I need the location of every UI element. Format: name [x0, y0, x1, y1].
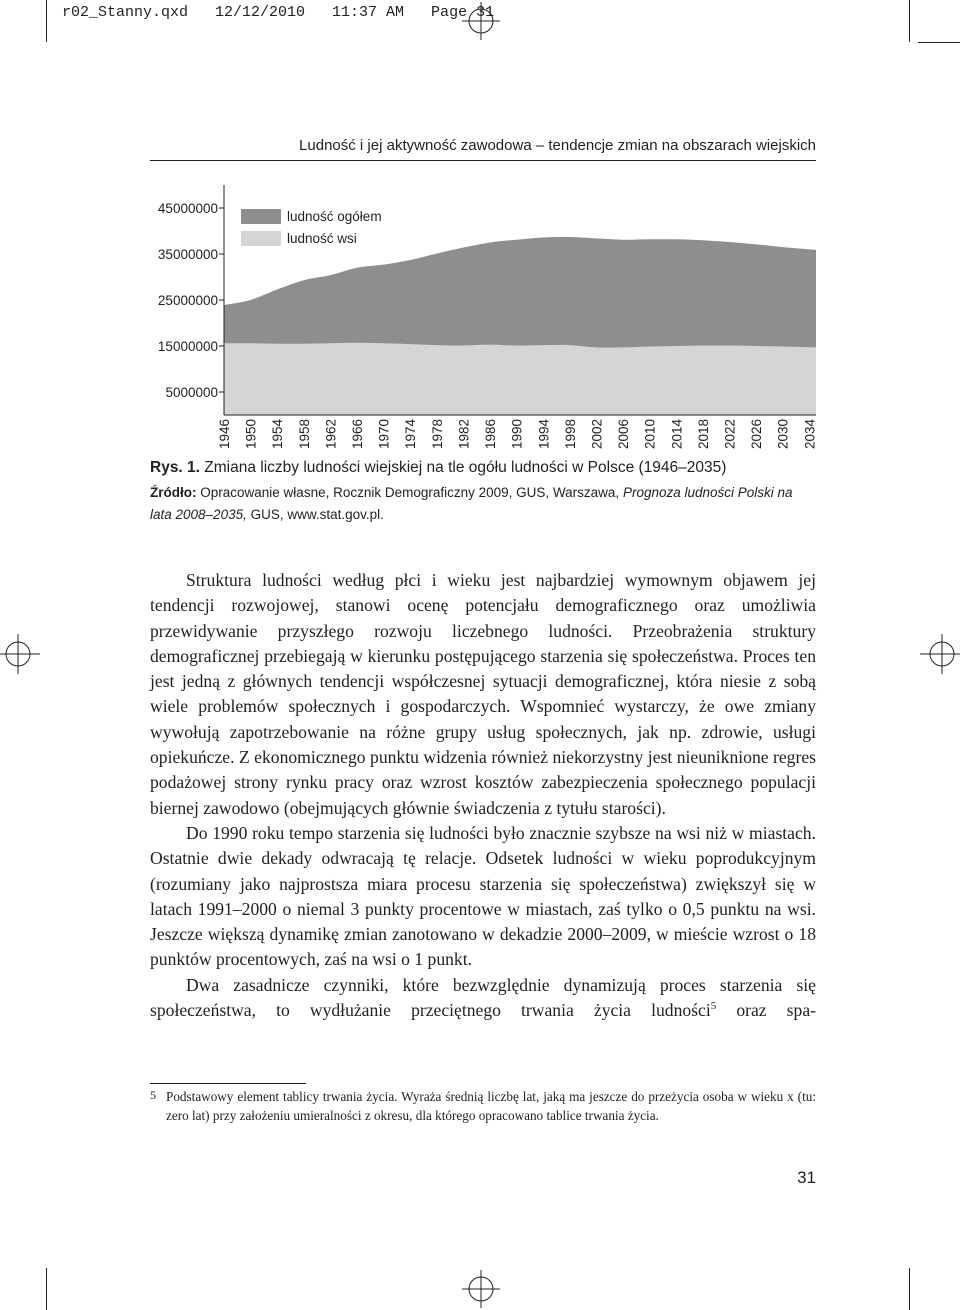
figure-caption [150, 457, 816, 479]
x-tick-label: 1990 [509, 419, 525, 450]
chart-legend [241, 209, 382, 246]
page-number: 31 [797, 1168, 816, 1187]
y-tick-label: 35000000 [157, 247, 218, 262]
x-tick-label: 1974 [403, 419, 419, 450]
source-label: Źródło: [150, 485, 197, 500]
x-axis-ticks [217, 419, 817, 450]
paragraph: Do 1990 roku tempo starzenia się ludności było znacznie szybsze na wsi niż w miastach. Ostatnie dwie dekady odwracają tę relacje. Odsetek ludności w wieku poprodukcyjnym (rozumiany jako najprostsza miara procesu starzenia się społeczeństwa) zwiększył się w latach 1991–2000 o niemal 3 punkty procentowe w miastach, zaś tylko o 0,5 punktu na wsi. Jeszcze większą dynamikę zmian zanotowano w dekadzie 2000–2009, w mieście wzrost o 18 punktów procentowych, zaś na wsi o 1 punkt. [150, 822, 816, 970]
x-tick-label: 2034 [802, 419, 818, 450]
source-italic: Prognoza ludności Polski na lata 2008–2035, [150, 485, 793, 522]
x-tick-label: 1982 [456, 419, 472, 450]
footnote-ref: 5 [710, 1000, 717, 1013]
x-tick-label: 2030 [775, 419, 791, 450]
footnote [150, 1088, 816, 1125]
x-tick-label: 1962 [323, 419, 339, 450]
paragraph-text: Dwa zasadnicze czynniki, które bezwzględnie dynamizują proces starzenia się społeczeństwa, to wydłużanie przeciętnego trwania życia ludności [150, 974, 816, 1021]
legend-swatch [241, 209, 281, 224]
x-tick-label: 1954 [270, 419, 286, 450]
footnote-mark: 5 [150, 1088, 156, 1102]
y-tick-label: 25000000 [157, 293, 218, 308]
x-tick-label: 2018 [695, 419, 711, 450]
x-tick-label: 2022 [722, 419, 738, 450]
x-tick-label: 2010 [642, 419, 658, 450]
footnote-rule [150, 1083, 306, 1084]
paragraph [150, 973, 816, 1024]
x-tick-label: 2014 [669, 419, 685, 450]
y-axis-ticks [158, 201, 224, 400]
legend-label: ludność wsi [287, 231, 357, 246]
registration-mark-bottom [462, 1270, 500, 1308]
print-slug: r02_Stanny.qxd 12/12/2010 11:37 AM Page 31 [62, 4, 495, 21]
x-tick-label: 1998 [562, 419, 578, 450]
x-tick-label: 1966 [350, 419, 366, 450]
x-tick-label: 1946 [217, 419, 232, 450]
source-text: Opracowanie własne, Rocznik Demograficzny 2009, GUS, Warszawa, [200, 485, 620, 500]
x-tick-label: 2026 [749, 419, 765, 450]
legend-label: ludność ogółem [287, 209, 382, 224]
y-tick-label: 15000000 [157, 339, 218, 354]
x-tick-label: 2006 [616, 419, 632, 450]
registration-mark-right [920, 634, 960, 674]
figure-title: Zmiana liczby ludności wiejskiej na tle ogółu ludności w Polsce (1946–2035) [204, 459, 727, 476]
y-tick-label: 45000000 [157, 201, 218, 216]
population-area-chart [130, 185, 830, 455]
figure-source [150, 482, 816, 526]
y-tick-label: 5000000 [165, 385, 218, 400]
figure-label: Rys. 1. [150, 459, 200, 476]
x-tick-label: 1950 [243, 419, 259, 450]
x-tick-label: 1970 [376, 419, 392, 450]
footnote-text: Podstawowy element tablicy trwania życia. Wyraża średnią liczbę lat, jaką ma jeszcze do przeżycia osoba w wieku x (tu: zero lat) przy założeniu umieralności z okresu, dla którego opracowano tablice trwania życia. [166, 1089, 816, 1123]
body-text [150, 568, 816, 1023]
source-end: GUS, www.stat.gov.pl. [250, 507, 384, 522]
x-tick-label: 1958 [296, 419, 312, 450]
x-tick-label: 1986 [483, 419, 499, 450]
chart-areas [224, 237, 816, 415]
x-tick-label: 2002 [589, 419, 605, 450]
paragraph-text-end: oraz spa- [716, 1000, 816, 1021]
paragraph: Struktura ludności według płci i wieku jest najbardziej wymownym objawem jej tendencji rozwojowej, stanowi ocenę potencjału demograficznego oraz umożliwia przewidywanie przyszłego rozwoju liczebnego ludności. Przeobrażenia struktury demograficznej przebiegają w kierunku postępującego starzenia się społeczeństwa. Proces ten jest jedną z głównych tendencji współczesnej sytuacji demograficznej, która niesie z sobą wiele problemów społecznych i gospodarczych. Wspomnieć wystarczy, że owe zmiany wywołują zapotrzebowanie na różne grupy usług społecznych, jak np. zdrowie, usługi opiekuńcze. Z ekonomicznego punktu widzenia również niekorzystny jest nieuniknione regres podażowej strony rynku pracy oraz wzrost kosztów zabezpieczenia społecznego populacji biernej zawodowo (obejmujących głównie świadczenia z tytułu starości). [150, 570, 816, 818]
x-tick-label: 1978 [429, 419, 445, 450]
registration-mark-top [462, 2, 500, 40]
x-tick-label: 1994 [536, 419, 552, 450]
running-head: Ludność i jej aktywność zawodowa – tendencje zmian na obszarach wiejskich [299, 137, 816, 154]
running-head-rule [150, 160, 816, 161]
registration-mark-left [0, 634, 40, 674]
legend-swatch [241, 231, 281, 246]
series-area-rural [224, 343, 816, 415]
